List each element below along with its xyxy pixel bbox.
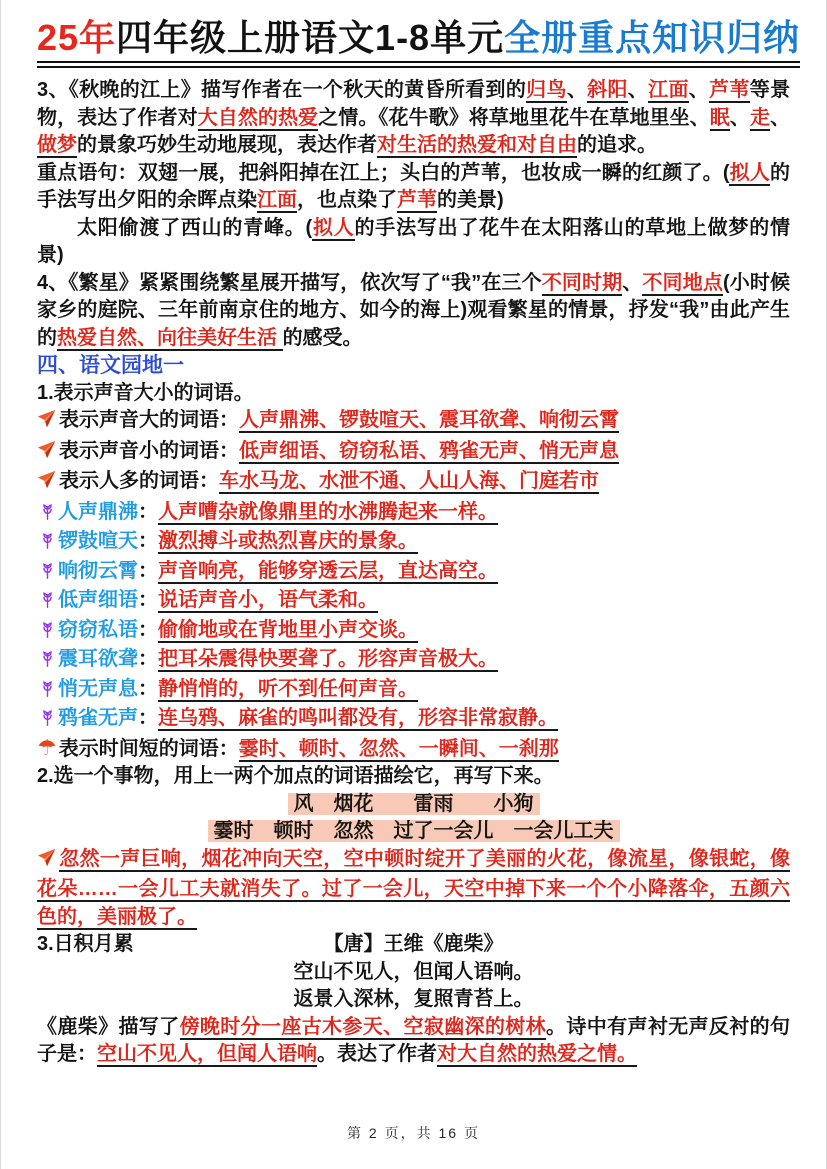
text-segment: 不同地点 <box>642 271 723 294</box>
text-segment: 拟人 <box>312 216 355 239</box>
definition-row <box>37 499 790 529</box>
definition-colon: ： <box>138 648 158 671</box>
definition-row <box>37 705 790 735</box>
section-heading: 四、语文园地一 <box>37 354 184 378</box>
word-group-label: 表示声音大的词语： <box>59 409 239 432</box>
definition-colon: ： <box>138 530 158 553</box>
title-main: 四年级上册语文1-8单元 <box>116 17 505 58</box>
text-segment: 热爱自然、向往美好生活 <box>57 326 283 349</box>
word-group-row <box>37 407 790 438</box>
definition-colon: ： <box>138 707 158 730</box>
choose-words-line <box>37 818 790 846</box>
word-group-words: 低声细语、窃窃私语、鸦雀无声、悄无声息 <box>239 439 619 462</box>
definition-text: 把耳朵震得快要聋了。形容声音极大。 <box>158 648 498 671</box>
definition-term: 人声鼎沸 <box>58 500 138 523</box>
definition-colon: ： <box>138 500 158 523</box>
text-segment: 走 <box>749 106 771 129</box>
poem-title: 【唐】王维《鹿柴》 <box>323 933 504 956</box>
definition-term: 锣鼓喧天 <box>58 530 138 553</box>
word-group-label: 表示人多的词语： <box>59 470 219 493</box>
word-group-words: 人声鼎沸、锣鼓喧天、震耳欲聋、响彻云霄 <box>239 409 619 432</box>
definition-text: 声音响亮，能够穿透云层，直达高空。 <box>158 559 498 582</box>
word-group-row <box>37 438 790 469</box>
definition-text: 连乌鸦、麻雀的鸣叫都没有，形容非常寂静。 <box>158 707 558 730</box>
text-segment: 归鸟 <box>526 79 567 102</box>
wheat-icon <box>39 619 56 647</box>
text-segment: 的追求。 <box>577 134 657 157</box>
daily-accumulation-row <box>37 931 790 959</box>
definition-term: 响彻云霄 <box>58 559 138 582</box>
text-segment: 重点语句：双翅一展，把斜阳掉在江上；头白的芦苇，也妆成一瞬的红颜了。( <box>37 161 730 184</box>
text-segment: 拟人 <box>729 161 770 184</box>
text-segment: 做梦 <box>37 134 77 157</box>
paper-plane-icon <box>37 409 57 438</box>
text-segment: 大自然的热爱 <box>197 106 319 129</box>
text-segment: 之情。《花牛歌》将草地里花牛在草地里坐、 <box>318 106 710 129</box>
wheat-icon <box>39 530 56 558</box>
paper-plane-icon <box>37 848 57 877</box>
text-segment: 江面 <box>257 189 297 212</box>
text-segment: 不同时期 <box>541 271 623 294</box>
text-segment: 。表达了作者 <box>317 1043 437 1066</box>
wheat-icon <box>39 707 56 735</box>
choose-things-line <box>37 791 790 819</box>
wheat-icon <box>39 560 56 588</box>
title-year: 25年 <box>37 17 117 58</box>
time-words-row <box>37 735 790 764</box>
definition-row <box>37 587 790 617</box>
paper-plane-icon <box>37 470 57 499</box>
text-segment: 空山不见人，但闻人语响 <box>97 1043 317 1066</box>
definition-text: 激烈搏斗或热烈喜庆的景象。 <box>158 530 418 553</box>
definition-term: 鸦雀无声 <box>58 707 138 730</box>
definition-row <box>37 558 790 588</box>
text-segment: 、 <box>729 106 750 129</box>
text-segment: 《鹿柴》描写了 <box>37 1015 180 1038</box>
umbrella-icon: ☂ <box>37 735 57 761</box>
definition-row <box>37 676 790 706</box>
text-segment: 太阳偷渡了西山的青峰。( <box>77 216 313 239</box>
definition-text: 人声嘈杂就像鼎里的水沸腾起来一样。 <box>158 500 498 523</box>
text-segment: 3、《秋晚的江上》描写作者在一个秋天的黄昏所看到的 <box>37 79 527 102</box>
text-segment: 的景象巧妙生动地展现，表达作者 <box>77 134 377 157</box>
paragraph-sun-sentence <box>37 215 790 270</box>
definition-text: 偷偷地或在背地里小声交谈。 <box>158 618 418 641</box>
definition-row <box>37 617 790 647</box>
definition-text: 静悄悄的，听不到任何声音。 <box>158 677 418 700</box>
paper-plane-icon <box>37 440 57 469</box>
definition-term: 低声细语 <box>58 589 138 612</box>
wheat-icon <box>39 648 56 676</box>
text-segment: 对大自然的热爱之情。 <box>437 1043 637 1066</box>
word-group-words: 车水马龙、水泄不通、人山人海、门庭若市 <box>219 470 599 493</box>
page-footer: 第 2 页，共 16 页 <box>347 1125 480 1141</box>
text-segment: 的感受。 <box>282 326 363 349</box>
page-header <box>37 16 801 68</box>
text-segment: 、 <box>770 106 791 129</box>
text-segment: 、 <box>688 79 710 102</box>
subheading-sound-words: 1.表示声音大小的词语。 <box>37 381 254 404</box>
text-segment: 4、《繁星》紧紧围绕繁星展开描写，依次写了“我”在三个 <box>37 271 542 294</box>
subheading-choose-thing: 2.选一个事物，用上一两个加点的词语描绘它，再写下来。 <box>37 765 554 788</box>
word-group-row <box>37 468 790 499</box>
definition-term: 窃窃私语 <box>58 618 138 641</box>
text-segment: 眠 <box>709 106 730 129</box>
text-segment: 芦苇 <box>397 189 437 212</box>
definition-text: 说话声音小，语气柔和。 <box>158 589 378 612</box>
definition-colon: ： <box>138 677 158 700</box>
text-segment: 的手法写出了花牛在太阳落山的草地上做梦的情景) <box>37 216 791 267</box>
text-segment: 。诗中有声衬无声反衬的句子是： <box>37 1015 791 1066</box>
choose-things: 风 烟花 雷雨 小狗 <box>288 793 540 815</box>
definition-colon: ： <box>138 589 158 612</box>
text-segment: 、 <box>566 79 588 102</box>
wheat-icon <box>39 501 56 529</box>
definition-term: 震耳欲聋 <box>58 648 138 671</box>
text-segment: 对生活的热爱和对自由 <box>377 134 577 157</box>
text-segment: 、 <box>627 79 649 102</box>
text-segment: 斜阳 <box>587 79 628 102</box>
word-group-label: 表示声音小的词语： <box>59 439 239 462</box>
paragraph-luzhai <box>37 1014 790 1069</box>
text-segment: (小时候家乡的庭院、三年前南京住的地方、如今的海上)观看繁星的情景，抒发“我”由此产生的 <box>37 271 791 349</box>
choose-words: 霎时 顿时 忽然 过了一会儿 一会儿工夫 <box>208 820 620 842</box>
text-segment: 、 <box>622 271 643 294</box>
definition-colon: ： <box>138 618 158 641</box>
text-segment: 傍晚时分一座古木参天、空寂幽深的树林 <box>179 1015 547 1038</box>
wheat-icon <box>39 678 56 706</box>
time-words-label: 表示时间短的词语： <box>58 737 239 760</box>
definition-row <box>37 528 790 558</box>
page-title <box>37 16 800 68</box>
subheading-daily-accumulation: 3.日积月累 <box>37 933 134 956</box>
poem-line-2: 返景入深林，复照青苔上。 <box>293 988 534 1011</box>
poem-line-1: 空山不见人，但闻人语响。 <box>293 960 534 983</box>
paragraph-key-sentence <box>37 160 790 215</box>
paragraph-fanxing <box>37 270 790 353</box>
text-segment: 的美景) <box>437 189 504 212</box>
title-highlight: 全册重点知识归纳 <box>504 17 801 58</box>
example-text: 忽然一声巨响，烟花冲向天空，空中顿时绽开了美丽的火花，像流星，像银蛇，像花朵……一会儿工夫就消失了。过了一会儿，天空中掉下来一个个小降落伞，五颜六色的，美丽极了。 <box>37 847 790 928</box>
definition-term: 悄无声息 <box>58 677 138 700</box>
word-groups <box>37 407 790 499</box>
paragraph-autumn-river <box>37 77 790 160</box>
wheat-icon <box>39 589 56 617</box>
definition-row <box>37 646 790 676</box>
definitions-list <box>37 499 790 735</box>
text-segment: ，也点染了 <box>297 189 397 212</box>
text-segment: 江面 <box>648 79 689 102</box>
text-segment: 的手法写出夕阳的余晖点染 <box>37 161 790 212</box>
example-paragraph <box>37 846 790 932</box>
text-segment: 芦苇 <box>709 79 750 102</box>
time-words-list: 霎时、顿时、忽然、一瞬间、一刹那 <box>238 737 559 760</box>
definition-colon: ： <box>138 559 158 582</box>
text-segment: 等景物，表达了作者对 <box>37 79 791 129</box>
